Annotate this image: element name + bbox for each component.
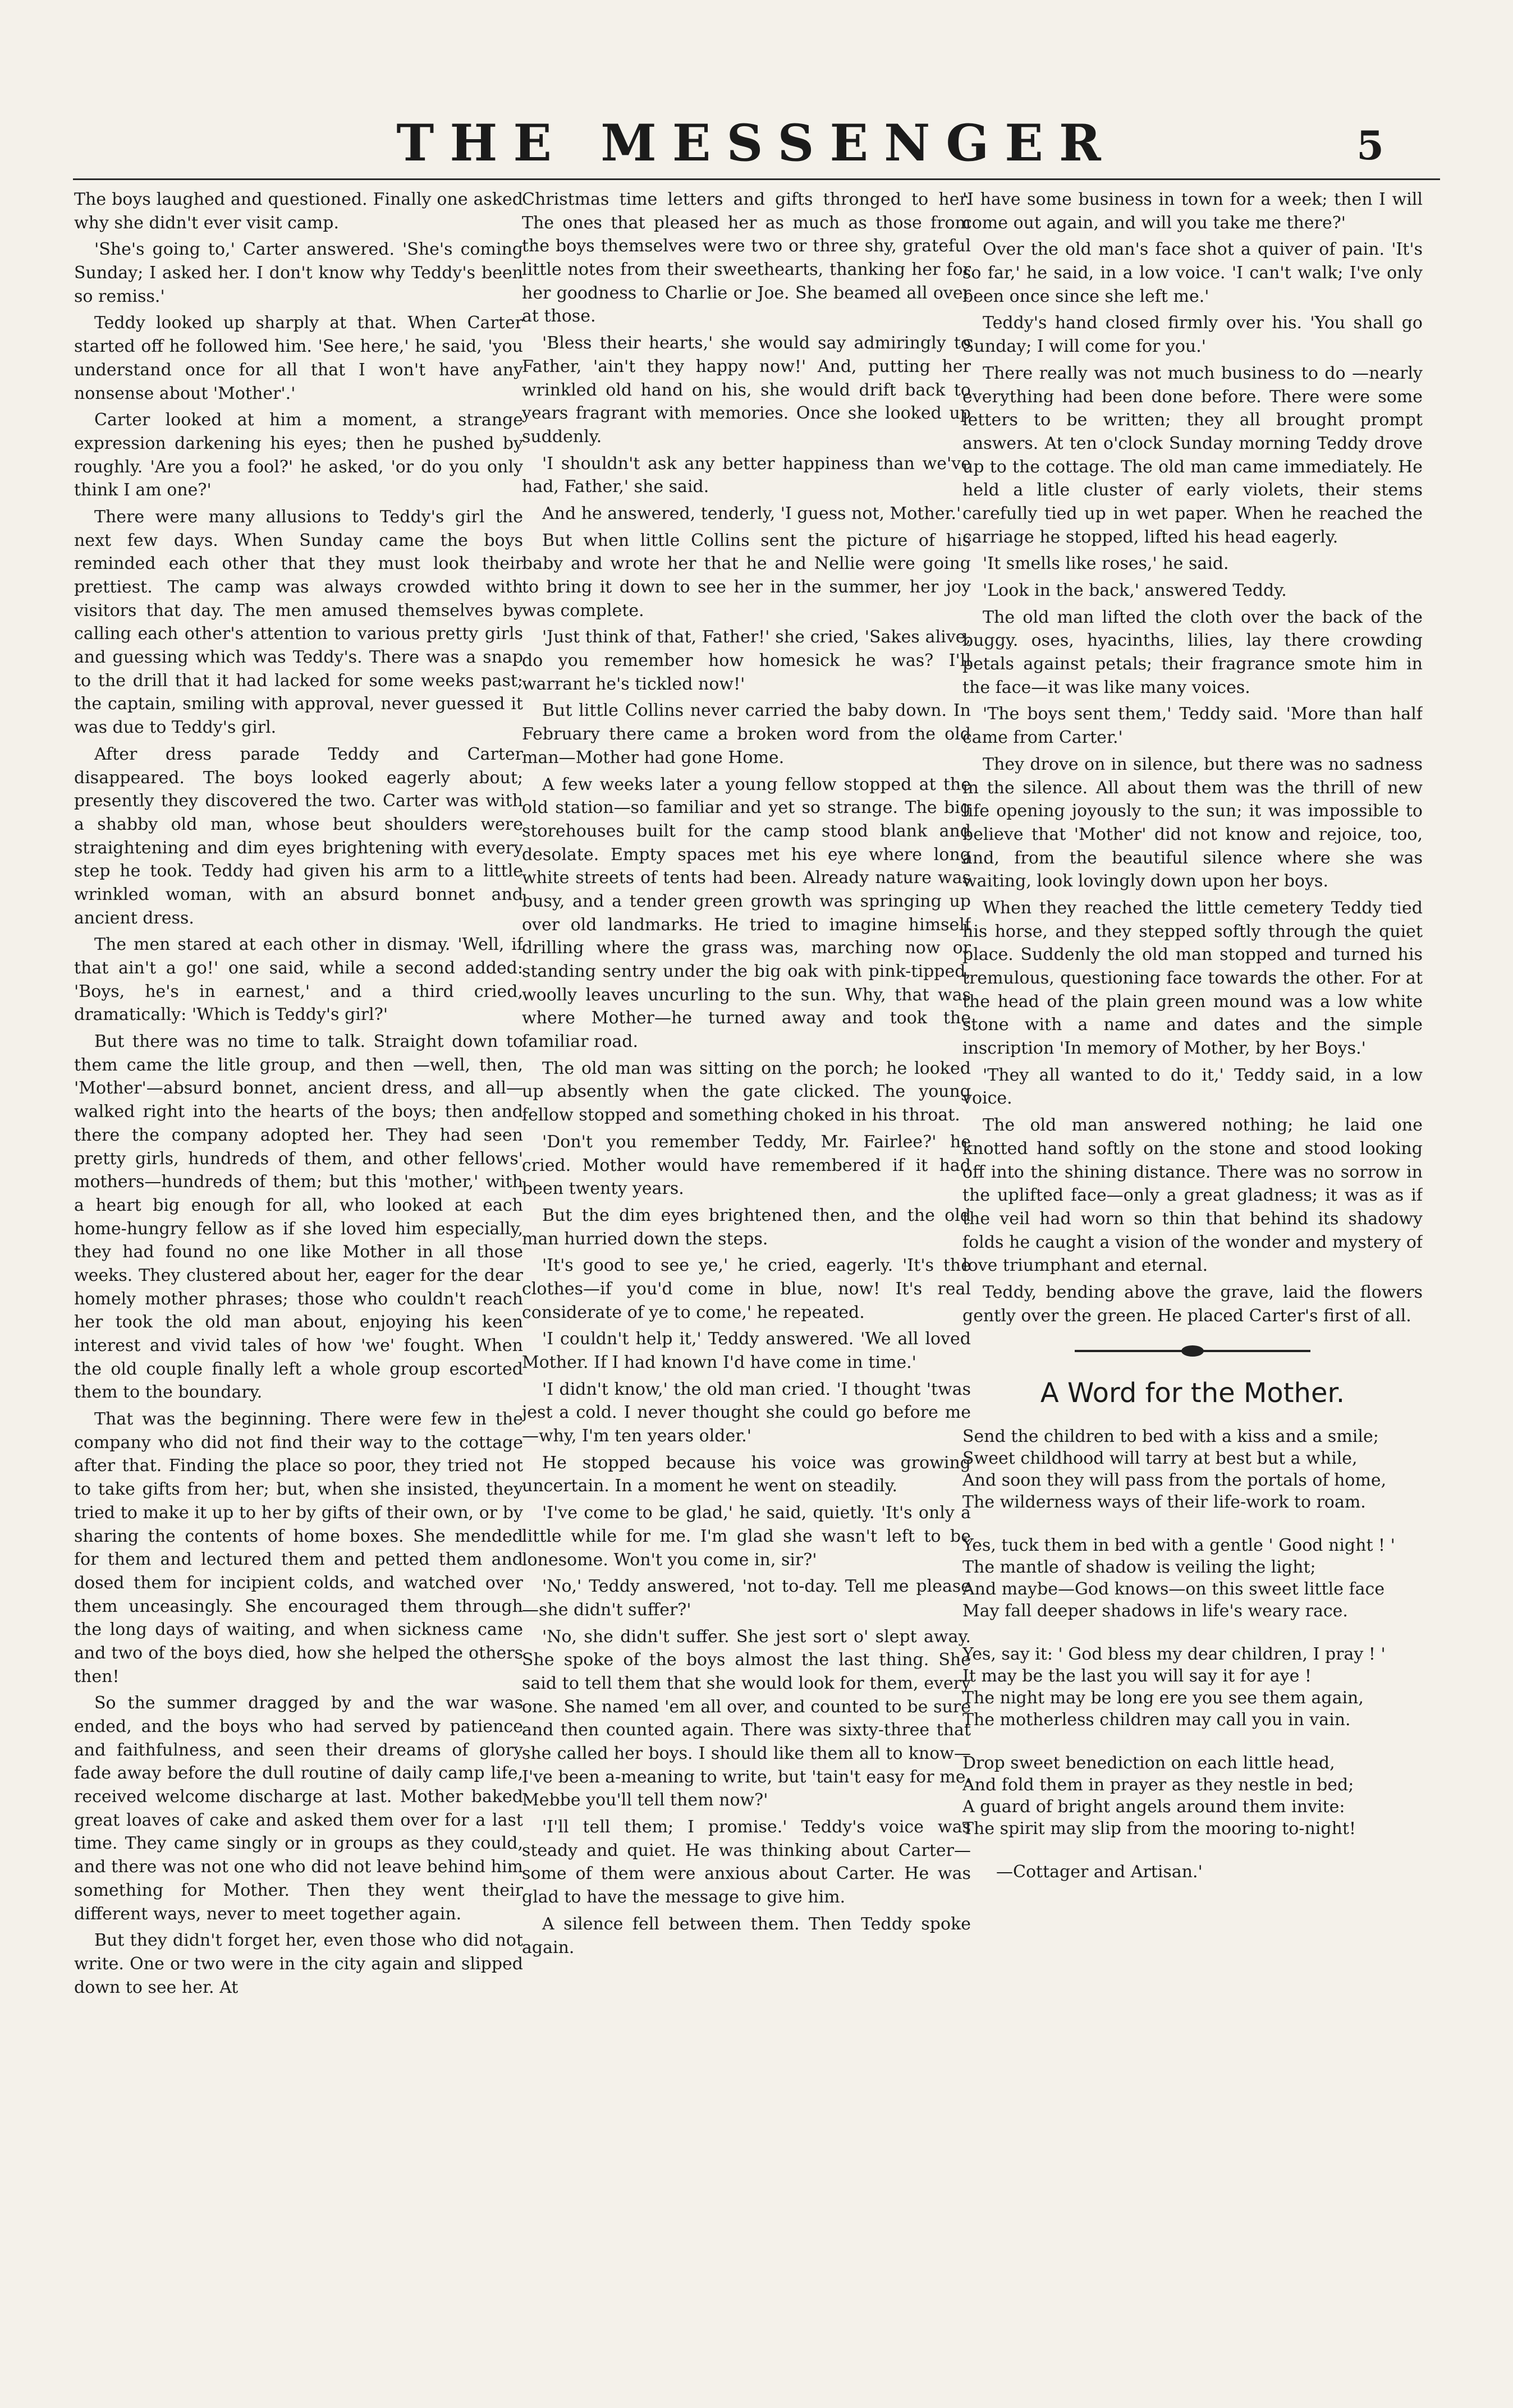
- story-paragraph: Carter looked at him a moment, a strange expression darkening his eyes; then he pushed by roughly. 'Are you a fool?' he asked, 'or do you only think I am one?': [74, 410, 523, 500]
- story-paragraph: 'I shouldn't ask any better happiness than we've had, Father,' she said.: [522, 453, 971, 497]
- poem-line: Drop sweet benediction on each little head,: [962, 1753, 1335, 1773]
- story-paragraph: There were many allusions to Teddy's girl the next few days. When Sunday came the boys reminded each other that they must look their prettiest. The camp was always crowded with visitors that day. The men amused themselves by calling each other's attention to various pretty girls and guessing which was Teddy's. There was a snap to the drill that it had lacked for some weeks past; the captain, smiling with approval, never guessed it was due to Teddy's girl.: [74, 507, 523, 738]
- story-paragraph: 'I have some business in town for a week; then I will come out again, and will you take me there?': [962, 190, 1423, 233]
- page-number: 5: [1356, 122, 1384, 169]
- poem-stanza: [962, 1534, 1423, 1622]
- header-rule: [73, 178, 1440, 180]
- story-paragraph: 'Don't you remember Teddy, Mr. Fairlee?' he cried. Mother would have remembered if it had been twenty years.: [522, 1132, 971, 1199]
- story-paragraph: 'Look in the back,' answered Teddy.: [983, 581, 1287, 600]
- poem-line: It may be the last you will say it for aye !: [962, 1666, 1312, 1686]
- story-paragraph: 'I couldn't help it,' Teddy answered. 'We all loved Mother. If I had known I'd have come in time.': [522, 1329, 971, 1372]
- story-paragraph: The boys laughed and questioned. Finally one asked why she didn't ever visit camp.: [74, 190, 523, 233]
- story-paragraph: Teddy, bending above the grave, laid the flowers gently over the green. He placed Carter's first of all.: [962, 1282, 1423, 1326]
- story-paragraph: But there was no time to talk. Straight down to them came the litle group, and then —well, then, 'Mother'—absurd bonnet, ancient dress, and all—walked right into the hearts of the boys; then and there the company adopted her. They had seen pretty girls, hundreds of them, and other fellows' mothers—hundreds of them; but this 'mother,' with a heart big enough for all, who looked at each home-hungry fellow as if she loved him especially, they had found no one like Mother in all those weeks. They clustered about her, eager for the dear homely mother phrases; those who couldn't reach her took the old man about, enjoying his keen interest and vivid tales of how 'we' fought. When the old couple finally left a whole group escorted them to the boundary.: [74, 1032, 523, 1403]
- poem-line: Yes, tuck them in bed with a gentle ' Good night ! ': [962, 1535, 1395, 1555]
- poem-stanza: [962, 1426, 1423, 1513]
- story-paragraph: They drove on in silence, but there was no sadness in the silence. All about them was the thrill of new life opening joyously to the sun; it was impossible to believe that 'Mother' did not know and rejoice, too, and, from the beautiful silence where she was waiting, look lovingly down upon her boys.: [962, 754, 1423, 891]
- story-paragraph: 'No,' Teddy answered, 'not to-day. Tell me please—she didn't suffer?': [522, 1577, 971, 1620]
- story-paragraph: The old man was sitting on the porch; he looked up absently when the gate clicked. The young fellow stopped and something choked in his throat.: [522, 1058, 971, 1125]
- masthead: [0, 112, 1513, 180]
- poem-line: And soon they will pass from the portals of home,: [962, 1470, 1387, 1490]
- story-paragraph: The old man answered nothing; he laid one knotted hand softly on the stone and stood looking off into the shining distance. There was no sorrow in the uplifted face—only a great gladness; it was as if the veil had worn so thin that behind its shadowy folds he caught a vision of the wonder and mystery of love triumphant and eternal.: [962, 1115, 1423, 1276]
- poem-line: The wilderness ways of their life-work to roam.: [962, 1492, 1366, 1512]
- poem-line: And fold them in prayer as they nestle in bed;: [962, 1775, 1354, 1795]
- story-paragraph: Christmas time letters and gifts thronged to her. The ones that pleased her as much as those from the boys themselves were two or three shy, grateful little notes from their sweethearts, thanking her for her goodness to Charlie or Joe. She beamed all over at those.: [522, 190, 971, 327]
- story-column-2: [522, 188, 971, 2354]
- story-paragraph: But the dim eyes brightened then, and the old man hurried down the steps.: [522, 1205, 971, 1249]
- story-paragraph: 'I've come to be glad,' he said, quietly. 'It's only a little while for me. I'm glad she wasn't left to be lonesome. Won't you come in, sir?': [522, 1503, 971, 1570]
- story-paragraph: 'They all wanted to do it,' Teddy said, in a low voice.: [962, 1065, 1423, 1109]
- story-paragraph: 'No, she didn't suffer. She jest sort o' slept away. She spoke of the boys almost the last thing. She said to tell them that she would look for them, every one. She named 'em all over, and counted to be sure and then counted again. There was sixty-three that she called her boys. I should like them all to know—I've been a-meaning to write, but 'tain't easy for me. Mebbe you'll tell them now?': [522, 1626, 971, 1810]
- poem-title: A Word for the Mother.: [1040, 1377, 1345, 1409]
- poem-line: Send the children to bed with a kiss and a smile;: [962, 1426, 1379, 1446]
- story-paragraph: There really was not much business to do —nearly everything had been done before. There were some letters to be written; they all brought prompt answers. At ten o'clock Sunday morning Teddy drove up to the cottage. The old man came immediately. He held a litle cluster of early violets, their stems carefully tied up in wet paper. When he reached the carriage he stopped, lifted his head eagerly.: [962, 363, 1423, 547]
- poem-stanza: [962, 1643, 1423, 1731]
- story-paragraph: Teddy's hand closed firmly over his. 'You shall go Sunday; I will come for you.': [962, 313, 1423, 357]
- section-divider: [1075, 1350, 1310, 1352]
- story-column-1: [74, 188, 523, 2354]
- story-column-3-text: [962, 188, 1423, 1327]
- story-paragraph: But when little Collins sent the picture of his baby and wrote her that he and Nellie were going to bring it down to see her in the summer, her joy was complete.: [522, 530, 971, 621]
- story-paragraph: That was the beginning. There were few in the company who did not find their way to the cottage after that. Finding the place so poor, they tried not to take gifts from her; but, when she insisted, they tried to make it up to her by gifts of their own, or by sharing the contents of home boxes. She mended for them and lectured them and petted them and dosed them for incipient colds, and watched over them unceasingly. She encouraged them through the long days of waiting, and when sickness came and two of the boys died, how she helped the others then!: [74, 1409, 523, 1686]
- poem-stanza: [962, 1752, 1423, 1840]
- story-paragraph: 'It smells like roses,' he said.: [983, 554, 1229, 574]
- poem-line: The night may be long ere you see them again,: [962, 1688, 1364, 1708]
- story-paragraph: The old man lifted the cloth over the back of the buggy. oses, hyacinths, lilies, lay there crowding petals against petals; their fragrance smote him in the face—it was like many voices.: [962, 607, 1423, 697]
- story-paragraph: 'The boys sent them,' Teddy said. 'More than half came from Carter.': [962, 704, 1423, 748]
- story-paragraph: So the summer dragged by and the war was ended, and the boys who had served by patience and faithfulness, and seen their dreams of glory fade away before the dull routine of daily camp life, received welcome discharge at last. Mother baked great loaves of cake and asked them over for a last time. They came singly or in groups as they could, and there was not one who did not leave behind him something for Mother. Then they went their different ways, never to meet together again.: [74, 1693, 523, 1924]
- story-paragraph: Over the old man's face shot a quiver of pain. 'It's so far,' he said, in a low voice. 'I can't walk; I've only been once since she left me.': [962, 240, 1423, 306]
- story-paragraph: The men stared at each other in dismay. 'Well, if that ain't a go!' one said, while a second added: 'Boys, he's in earnest,' and a third cried, dramatically: 'Which is Teddy's girl?': [74, 935, 523, 1025]
- story-paragraph: A few weeks later a young fellow stopped at the old station—so familiar and yet so strange. The big storehouses built for the camp stood blank and desolate. Empty spaces met his eye where long white streets of tents had been. Already nature was busy, and a tender green growth was springing up over old landmarks. He tried to imagine himself drilling where the grass was, marching now or standing sentry under the big oak with pink-tipped, woolly leaves uncurling to the sun. Why, that was where Mother—he turned away and took the familiar road.: [522, 774, 971, 1052]
- story-paragraph: A silence fell between them. Then Teddy spoke again.: [522, 1914, 971, 1957]
- poem-line: Yes, say it: ' God bless my dear children, I pray ! ': [962, 1644, 1386, 1664]
- poem-line: A guard of bright angels around them invite:: [962, 1796, 1345, 1817]
- story-paragraph: After dress parade Teddy and Carter disappeared. The boys looked eagerly about; presently they discovered the two. Carter was with a shabby old man, whose beut shoulders were straightening and dim eyes brightening with every step he took. Teddy had given his arm to a little wrinkled woman, with an absurd bonnet and ancient dress.: [74, 744, 523, 928]
- poem-body: [962, 1426, 1423, 1840]
- poem-attribution: —Cottager and Artisan.': [996, 1862, 1203, 1882]
- story-paragraph: He stopped because his voice was growing uncertain. In a moment he went on steadily.: [522, 1453, 971, 1496]
- story-paragraph: When they reached the little cemetery Teddy tied his horse, and they stepped softly through the quiet place. Suddenly the old man stopped and turned his tremulous, questioning face towards the other. For at the head of the plain green mound was a low white stone with a name and dates and the simple inscription 'In memory of Mother, by her Boys.': [962, 898, 1423, 1059]
- story-paragraph: And he answered, tenderly, 'I guess not, Mother.': [542, 503, 961, 523]
- story-paragraph: But they didn't forget her, even those who did not write. One or two were in the city again and slipped down to see her. At: [74, 1931, 523, 1997]
- story-paragraph: 'I'll tell them; I promise.' Teddy's voice was steady and quiet. He was thinking about Carter—some of them were anxious about Carter. He was glad to have the message to give him.: [522, 1817, 971, 1908]
- poem-line: And maybe—God knows—on this sweet little face: [962, 1579, 1385, 1599]
- story-column-3: [962, 188, 1423, 2354]
- story-paragraph: But little Collins never carried the baby down. In February there came a broken word from the old man—Mother had gone Home.: [522, 701, 971, 768]
- story-paragraph: 'Just think of that, Father!' she cried, 'Sakes alive, do you remember how homesick he was? I'll warrant he's tickled now!': [522, 627, 971, 694]
- newspaper-title: THE MESSENGER: [396, 113, 1117, 173]
- story-paragraph: Teddy looked up sharply at that. When Carter started off he followed him. 'See here,' he said, 'you understand once for all that I won't have any nonsense about 'Mother'.': [74, 313, 523, 403]
- poem-line: The mantle of shadow is veiling the light;: [962, 1557, 1316, 1577]
- story-paragraph: 'She's going to,' Carter answered. 'She's coming Sunday; I asked her. I don't know why Teddy's been so remiss.': [74, 240, 523, 306]
- story-paragraph: 'It's good to see ye,' he cried, eagerly. 'It's the clothes—if you'd come in blue, now! It's real considerate of ye to come,' he repeated.: [522, 1256, 971, 1322]
- poem-line: The motherless children may call you in vain.: [962, 1710, 1351, 1730]
- poem-line: May fall deeper shadows in life's weary race.: [962, 1601, 1348, 1621]
- story-paragraph: 'I didn't know,' the old man cried. 'I thought 'twas jest a cold. I never thought she could go before me—why, I'm ten years older.': [522, 1379, 971, 1446]
- poem-line: Sweet childhood will tarry at best but a while,: [962, 1448, 1358, 1468]
- story-paragraph: 'Bless their hearts,' she would say admiringly to Father, 'ain't they happy now!' And, putting her wrinkled old hand on his, she would drift back to years fragrant with memories. Once she looked up suddenly.: [522, 333, 971, 447]
- poem-line: The spirit may slip from the mooring to-night!: [962, 1818, 1356, 1839]
